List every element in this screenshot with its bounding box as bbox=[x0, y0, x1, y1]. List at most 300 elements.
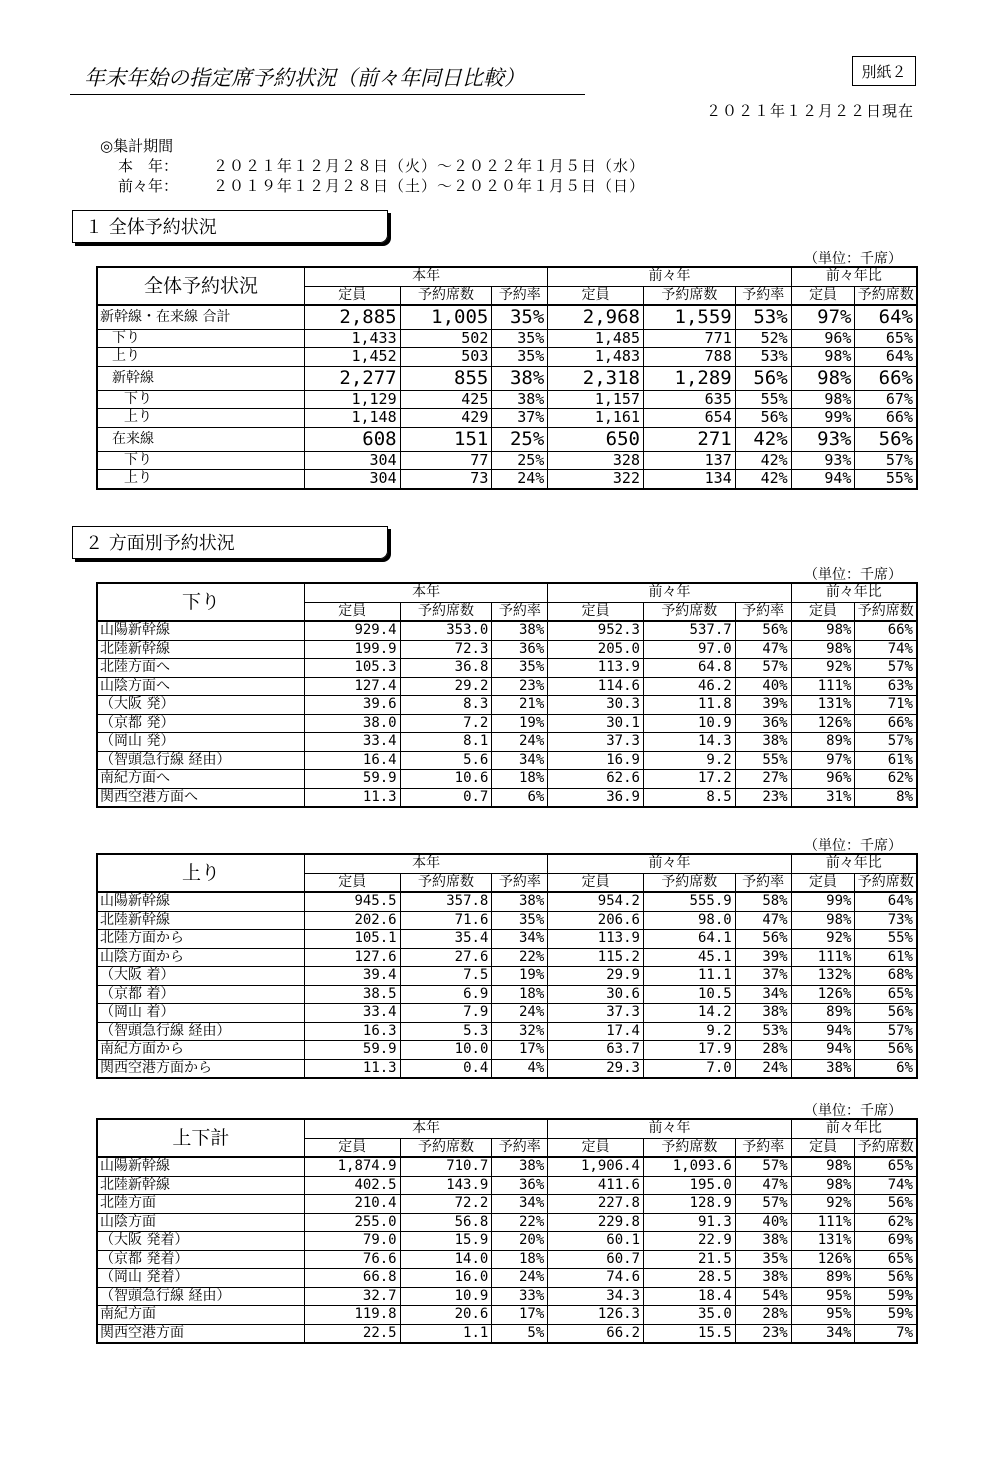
column-header-reserved: 予約席数 bbox=[643, 602, 735, 621]
value-cell: 55% bbox=[735, 390, 791, 409]
value-cell: 16.4 bbox=[304, 751, 400, 770]
value-cell: 24% bbox=[492, 733, 548, 752]
aggregation-period bbox=[100, 136, 645, 196]
row-label: （京都 着） bbox=[97, 985, 304, 1004]
group-header-ratio: 前々年比 bbox=[791, 854, 917, 873]
value-cell: 39.6 bbox=[304, 696, 400, 715]
value-cell: 10.5 bbox=[643, 985, 735, 1004]
value-cell: 8.5 bbox=[643, 788, 735, 807]
row-label: （智頭急行線 経由） bbox=[97, 1287, 304, 1306]
value-cell: 34% bbox=[791, 1324, 855, 1343]
table-row bbox=[97, 305, 917, 329]
column-header-reserved: 予約席数 bbox=[855, 873, 917, 892]
value-cell: 66% bbox=[855, 621, 917, 640]
value-cell: 7.5 bbox=[400, 967, 492, 986]
value-cell: 255.0 bbox=[304, 1213, 400, 1232]
value-cell: 56% bbox=[855, 1041, 917, 1060]
value-cell: 411.6 bbox=[548, 1176, 644, 1195]
row-label: （大阪 着） bbox=[97, 967, 304, 986]
value-cell: 1,148 bbox=[304, 409, 400, 428]
value-cell: 7.9 bbox=[400, 1004, 492, 1023]
value-cell: 59.9 bbox=[304, 1041, 400, 1060]
column-header-reserved: 予約席数 bbox=[400, 602, 492, 621]
value-cell: 38% bbox=[735, 1004, 791, 1023]
value-cell: 39% bbox=[735, 948, 791, 967]
value-cell: 57% bbox=[855, 1022, 917, 1041]
column-header-reserved: 予約席数 bbox=[400, 286, 492, 305]
column-header-rate: 予約率 bbox=[735, 873, 791, 892]
table-row bbox=[97, 1041, 917, 1060]
row-label: （岡山 発） bbox=[97, 733, 304, 752]
value-cell: 15.5 bbox=[644, 1324, 736, 1343]
value-cell: 46.2 bbox=[643, 677, 735, 696]
value-cell: 55% bbox=[855, 470, 917, 489]
value-cell: 64% bbox=[855, 305, 917, 329]
value-cell: 1,161 bbox=[548, 409, 644, 428]
value-cell: 14.2 bbox=[643, 1004, 735, 1023]
value-cell: 62% bbox=[855, 770, 917, 789]
value-cell: 10.6 bbox=[400, 770, 492, 789]
value-cell: 28% bbox=[735, 1041, 791, 1060]
row-label: 関西空港方面へ bbox=[97, 788, 304, 807]
value-cell: 36.9 bbox=[548, 788, 644, 807]
value-cell: 47% bbox=[735, 911, 791, 930]
value-cell: 954.2 bbox=[548, 892, 644, 911]
value-cell: 16.0 bbox=[400, 1269, 492, 1288]
value-cell: 39% bbox=[735, 696, 791, 715]
value-cell: 56% bbox=[735, 366, 791, 390]
value-cell: 38% bbox=[492, 366, 548, 390]
value-cell: 94% bbox=[791, 1022, 855, 1041]
table-row bbox=[97, 696, 917, 715]
value-cell: 35% bbox=[735, 1250, 791, 1269]
value-cell: 126% bbox=[791, 1250, 855, 1269]
value-cell: 19% bbox=[492, 967, 548, 986]
row-label: 山陰方面へ bbox=[97, 677, 304, 696]
value-cell: 38% bbox=[735, 1232, 791, 1251]
value-cell: 4% bbox=[492, 1059, 548, 1078]
attachment-label: 別紙２ bbox=[852, 56, 916, 86]
value-cell: 59% bbox=[855, 1306, 917, 1325]
row-label: 北陸新幹線 bbox=[97, 640, 304, 659]
value-cell: 34.3 bbox=[548, 1287, 644, 1306]
table-row bbox=[97, 985, 917, 1004]
value-cell: 62.6 bbox=[548, 770, 644, 789]
value-cell: 229.8 bbox=[548, 1213, 644, 1232]
column-header-rate: 予約率 bbox=[492, 873, 548, 892]
column-header-capacity: 定員 bbox=[548, 873, 644, 892]
unit-label: （単位：千席） bbox=[804, 838, 902, 854]
value-cell: 47% bbox=[735, 640, 791, 659]
table-corner-label: 上り bbox=[97, 854, 304, 892]
table-row bbox=[97, 1195, 917, 1214]
value-cell: 425 bbox=[400, 390, 492, 409]
value-cell: 1,559 bbox=[644, 305, 736, 329]
row-label: 山陽新幹線 bbox=[97, 892, 304, 911]
value-cell: 72.3 bbox=[400, 640, 492, 659]
value-cell: 66% bbox=[855, 409, 917, 428]
value-cell: 32.7 bbox=[304, 1287, 400, 1306]
column-header-reserved: 予約席数 bbox=[855, 286, 917, 305]
table-row bbox=[97, 1269, 917, 1288]
value-cell: 94% bbox=[791, 470, 855, 489]
value-cell: 34% bbox=[492, 930, 548, 949]
value-cell: 131% bbox=[791, 696, 855, 715]
column-header-rate: 予約率 bbox=[492, 1138, 548, 1157]
value-cell: 42% bbox=[735, 470, 791, 489]
value-cell: 2,885 bbox=[304, 305, 400, 329]
column-header-capacity: 定員 bbox=[304, 873, 400, 892]
value-cell: 60.1 bbox=[548, 1232, 644, 1251]
value-cell: 96% bbox=[791, 770, 855, 789]
value-cell: 35% bbox=[492, 911, 548, 930]
as-of-date: ２０２１年１２月２２日現在 bbox=[705, 102, 914, 120]
value-cell: 30.3 bbox=[548, 696, 644, 715]
value-cell: 502 bbox=[400, 329, 492, 348]
value-cell: 537.7 bbox=[643, 621, 735, 640]
table-row bbox=[97, 470, 917, 489]
value-cell: 304 bbox=[304, 470, 400, 489]
value-cell: 36% bbox=[492, 640, 548, 659]
value-cell: 33.4 bbox=[304, 1004, 400, 1023]
value-cell: 36% bbox=[492, 1176, 548, 1195]
value-cell: 23% bbox=[735, 1324, 791, 1343]
row-label: 山陰方面から bbox=[97, 948, 304, 967]
value-cell: 98% bbox=[791, 366, 855, 390]
value-cell: 58% bbox=[735, 892, 791, 911]
row-label: （京都 発） bbox=[97, 714, 304, 733]
value-cell: 17.4 bbox=[548, 1022, 644, 1041]
value-cell: 99% bbox=[791, 892, 855, 911]
value-cell: 14.0 bbox=[400, 1250, 492, 1269]
value-cell: 1,005 bbox=[400, 305, 492, 329]
value-cell: 63.7 bbox=[548, 1041, 644, 1060]
value-cell: 7% bbox=[855, 1324, 917, 1343]
table-row bbox=[97, 1176, 917, 1195]
value-cell: 35.0 bbox=[644, 1306, 736, 1325]
table-row bbox=[97, 1324, 917, 1343]
value-cell: 64.1 bbox=[643, 930, 735, 949]
value-cell: 38% bbox=[492, 621, 548, 640]
row-label: （大阪 発着） bbox=[97, 1232, 304, 1251]
value-cell: 38% bbox=[492, 892, 548, 911]
value-cell: 11.3 bbox=[304, 1059, 400, 1078]
value-cell: 132% bbox=[791, 967, 855, 986]
value-cell: 1,433 bbox=[304, 329, 400, 348]
value-cell: 119.8 bbox=[304, 1306, 400, 1325]
value-cell: 63% bbox=[855, 677, 917, 696]
value-cell: 97% bbox=[791, 751, 855, 770]
value-cell: 69% bbox=[855, 1232, 917, 1251]
value-cell: 53% bbox=[735, 348, 791, 367]
group-header-prev-year: 前々年 bbox=[548, 267, 791, 286]
table-row bbox=[97, 1059, 917, 1078]
column-header-capacity: 定員 bbox=[548, 602, 644, 621]
value-cell: 65% bbox=[855, 329, 917, 348]
column-header-reserved: 予約席数 bbox=[400, 873, 492, 892]
value-cell: 0.7 bbox=[400, 788, 492, 807]
value-cell: 1,483 bbox=[548, 348, 644, 367]
up-table bbox=[96, 853, 918, 1079]
value-cell: 91.3 bbox=[644, 1213, 736, 1232]
column-header-rate: 予約率 bbox=[735, 1138, 791, 1157]
value-cell: 55% bbox=[855, 930, 917, 949]
value-cell: 34% bbox=[735, 985, 791, 1004]
value-cell: 6.9 bbox=[400, 985, 492, 1004]
value-cell: 29.3 bbox=[548, 1059, 644, 1078]
table-row bbox=[97, 366, 917, 390]
value-cell: 5.3 bbox=[400, 1022, 492, 1041]
value-cell: 126% bbox=[791, 985, 855, 1004]
value-cell: 8.3 bbox=[400, 696, 492, 715]
value-cell: 92% bbox=[791, 930, 855, 949]
row-label: 上り bbox=[97, 348, 304, 367]
value-cell: 35.4 bbox=[400, 930, 492, 949]
value-cell: 65% bbox=[855, 985, 917, 1004]
value-cell: 38% bbox=[492, 1157, 548, 1176]
value-cell: 131% bbox=[791, 1232, 855, 1251]
table-row bbox=[97, 770, 917, 789]
value-cell: 11.8 bbox=[643, 696, 735, 715]
column-header-reserved: 予約席数 bbox=[855, 602, 917, 621]
value-cell: 202.6 bbox=[304, 911, 400, 930]
column-header-capacity: 定員 bbox=[304, 1138, 400, 1157]
value-cell: 93% bbox=[791, 427, 855, 451]
value-cell: 127.4 bbox=[304, 677, 400, 696]
value-cell: 33% bbox=[492, 1287, 548, 1306]
value-cell: 357.8 bbox=[400, 892, 492, 911]
value-cell: 38% bbox=[492, 390, 548, 409]
value-cell: 22.5 bbox=[304, 1324, 400, 1343]
value-cell: 322 bbox=[548, 470, 644, 489]
value-cell: 31% bbox=[791, 788, 855, 807]
value-cell: 68% bbox=[855, 967, 917, 986]
value-cell: 66.8 bbox=[304, 1269, 400, 1288]
row-label: 下り bbox=[97, 451, 304, 470]
unit-label: （単位：千席） bbox=[804, 567, 902, 583]
group-header-prev-year: 前々年 bbox=[548, 854, 791, 873]
value-cell: 23% bbox=[492, 677, 548, 696]
value-cell: 53% bbox=[735, 1022, 791, 1041]
value-cell: 38% bbox=[791, 1059, 855, 1078]
value-cell: 353.0 bbox=[400, 621, 492, 640]
value-cell: 5.6 bbox=[400, 751, 492, 770]
table-row bbox=[97, 640, 917, 659]
value-cell: 73% bbox=[855, 911, 917, 930]
table-row bbox=[97, 1157, 917, 1176]
value-cell: 402.5 bbox=[304, 1176, 400, 1195]
value-cell: 60.7 bbox=[548, 1250, 644, 1269]
column-header-capacity: 定員 bbox=[791, 1138, 855, 1157]
value-cell: 47% bbox=[735, 1176, 791, 1195]
section-direction-heading: ２ 方面別予約状況 bbox=[72, 526, 388, 559]
column-header-capacity: 定員 bbox=[791, 602, 855, 621]
value-cell: 77 bbox=[400, 451, 492, 470]
value-cell: 788 bbox=[644, 348, 736, 367]
table-row bbox=[97, 948, 917, 967]
value-cell: 635 bbox=[644, 390, 736, 409]
value-cell: 28.5 bbox=[644, 1269, 736, 1288]
value-cell: 76.6 bbox=[304, 1250, 400, 1269]
value-cell: 65% bbox=[855, 1250, 917, 1269]
value-cell: 24% bbox=[492, 1269, 548, 1288]
value-cell: 54% bbox=[735, 1287, 791, 1306]
value-cell: 35% bbox=[492, 348, 548, 367]
value-cell: 16.3 bbox=[304, 1022, 400, 1041]
row-label: 新幹線 bbox=[97, 366, 304, 390]
row-label: （京都 発着） bbox=[97, 1250, 304, 1269]
value-cell: 36.8 bbox=[400, 659, 492, 678]
value-cell: 30.6 bbox=[548, 985, 644, 1004]
value-cell: 29.2 bbox=[400, 677, 492, 696]
value-cell: 206.6 bbox=[548, 911, 644, 930]
value-cell: 6% bbox=[492, 788, 548, 807]
value-cell: 654 bbox=[644, 409, 736, 428]
value-cell: 92% bbox=[791, 659, 855, 678]
value-cell: 1,157 bbox=[548, 390, 644, 409]
column-header-rate: 予約率 bbox=[492, 286, 548, 305]
column-header-rate: 予約率 bbox=[735, 286, 791, 305]
value-cell: 111% bbox=[791, 948, 855, 967]
value-cell: 57% bbox=[855, 659, 917, 678]
value-cell: 7.0 bbox=[643, 1059, 735, 1078]
value-cell: 10.9 bbox=[643, 714, 735, 733]
value-cell: 45.1 bbox=[643, 948, 735, 967]
value-cell: 66% bbox=[855, 366, 917, 390]
group-header-prev-year: 前々年 bbox=[548, 1119, 791, 1138]
row-label: 上り bbox=[97, 470, 304, 489]
value-cell: 22% bbox=[492, 948, 548, 967]
value-cell: 30.1 bbox=[548, 714, 644, 733]
value-cell: 1,093.6 bbox=[644, 1157, 736, 1176]
value-cell: 8.1 bbox=[400, 733, 492, 752]
value-cell: 98% bbox=[791, 1176, 855, 1195]
table-corner-label: 下り bbox=[97, 583, 304, 621]
row-label: 下り bbox=[97, 329, 304, 348]
table-row bbox=[97, 1287, 917, 1306]
value-cell: 40% bbox=[735, 677, 791, 696]
value-cell: 55% bbox=[735, 751, 791, 770]
table-row bbox=[97, 621, 917, 640]
table-row bbox=[97, 892, 917, 911]
value-cell: 37% bbox=[735, 967, 791, 986]
value-cell: 105.1 bbox=[304, 930, 400, 949]
value-cell: 21.5 bbox=[644, 1250, 736, 1269]
value-cell: 22% bbox=[492, 1213, 548, 1232]
group-header-this-year: 本年 bbox=[304, 854, 547, 873]
table-row bbox=[97, 1232, 917, 1251]
table-row bbox=[97, 659, 917, 678]
value-cell: 271 bbox=[644, 427, 736, 451]
value-cell: 113.9 bbox=[548, 659, 644, 678]
value-cell: 56% bbox=[855, 427, 917, 451]
value-cell: 92% bbox=[791, 1195, 855, 1214]
value-cell: 40% bbox=[735, 1213, 791, 1232]
value-cell: 1,289 bbox=[644, 366, 736, 390]
value-cell: 127.6 bbox=[304, 948, 400, 967]
page-title: 年末年始の指定席予約状況（前々年同日比較） bbox=[70, 62, 585, 95]
table-row bbox=[97, 967, 917, 986]
value-cell: 10.9 bbox=[400, 1287, 492, 1306]
value-cell: 17.2 bbox=[643, 770, 735, 789]
value-cell: 328 bbox=[548, 451, 644, 470]
value-cell: 24% bbox=[492, 470, 548, 489]
value-cell: 56% bbox=[855, 1195, 917, 1214]
group-header-this-year: 本年 bbox=[304, 583, 547, 602]
value-cell: 57% bbox=[735, 659, 791, 678]
value-cell: 1,874.9 bbox=[304, 1157, 400, 1176]
value-cell: 210.4 bbox=[304, 1195, 400, 1214]
table-row bbox=[97, 1306, 917, 1325]
value-cell: 34% bbox=[492, 1195, 548, 1214]
value-cell: 304 bbox=[304, 451, 400, 470]
value-cell: 98.0 bbox=[643, 911, 735, 930]
value-cell: 98% bbox=[791, 640, 855, 659]
value-cell: 57% bbox=[855, 733, 917, 752]
value-cell: 53% bbox=[735, 305, 791, 329]
row-label: 北陸新幹線 bbox=[97, 911, 304, 930]
value-cell: 37.3 bbox=[548, 733, 644, 752]
value-cell: 57% bbox=[735, 1195, 791, 1214]
value-cell: 27% bbox=[735, 770, 791, 789]
value-cell: 952.3 bbox=[548, 621, 644, 640]
value-cell: 126% bbox=[791, 714, 855, 733]
value-cell: 2,277 bbox=[304, 366, 400, 390]
value-cell: 61% bbox=[855, 948, 917, 967]
value-cell: 56% bbox=[855, 1269, 917, 1288]
value-cell: 59.9 bbox=[304, 770, 400, 789]
table-row bbox=[97, 348, 917, 367]
row-label: 関西空港方面から bbox=[97, 1059, 304, 1078]
row-label: （岡山 着） bbox=[97, 1004, 304, 1023]
value-cell: 20% bbox=[492, 1232, 548, 1251]
value-cell: 42% bbox=[735, 427, 791, 451]
value-cell: 555.9 bbox=[643, 892, 735, 911]
value-cell: 36% bbox=[735, 714, 791, 733]
table-row bbox=[97, 1250, 917, 1269]
column-header-capacity: 定員 bbox=[548, 286, 644, 305]
value-cell: 57% bbox=[735, 1157, 791, 1176]
value-cell: 929.4 bbox=[304, 621, 400, 640]
group-header-this-year: 本年 bbox=[304, 267, 547, 286]
value-cell: 111% bbox=[791, 677, 855, 696]
value-cell: 151 bbox=[400, 427, 492, 451]
row-label: 北陸方面から bbox=[97, 930, 304, 949]
value-cell: 1,485 bbox=[548, 329, 644, 348]
row-label: 関西空港方面 bbox=[97, 1324, 304, 1343]
value-cell: 199.9 bbox=[304, 640, 400, 659]
value-cell: 96% bbox=[791, 329, 855, 348]
table-corner-label: 上下計 bbox=[97, 1119, 304, 1157]
value-cell: 74.6 bbox=[548, 1269, 644, 1288]
value-cell: 89% bbox=[791, 1269, 855, 1288]
value-cell: 710.7 bbox=[400, 1157, 492, 1176]
value-cell: 22.9 bbox=[644, 1232, 736, 1251]
value-cell: 62% bbox=[855, 1213, 917, 1232]
row-label: 新幹線・在来線 合計 bbox=[97, 305, 304, 329]
table-row bbox=[97, 733, 917, 752]
row-label: （大阪 発） bbox=[97, 696, 304, 715]
row-label: 山陽新幹線 bbox=[97, 1157, 304, 1176]
table-row bbox=[97, 427, 917, 451]
value-cell: 429 bbox=[400, 409, 492, 428]
table-row bbox=[97, 390, 917, 409]
value-cell: 93% bbox=[791, 451, 855, 470]
value-cell: 1,129 bbox=[304, 390, 400, 409]
value-cell: 195.0 bbox=[644, 1176, 736, 1195]
value-cell: 1.1 bbox=[400, 1324, 492, 1343]
value-cell: 1,452 bbox=[304, 348, 400, 367]
